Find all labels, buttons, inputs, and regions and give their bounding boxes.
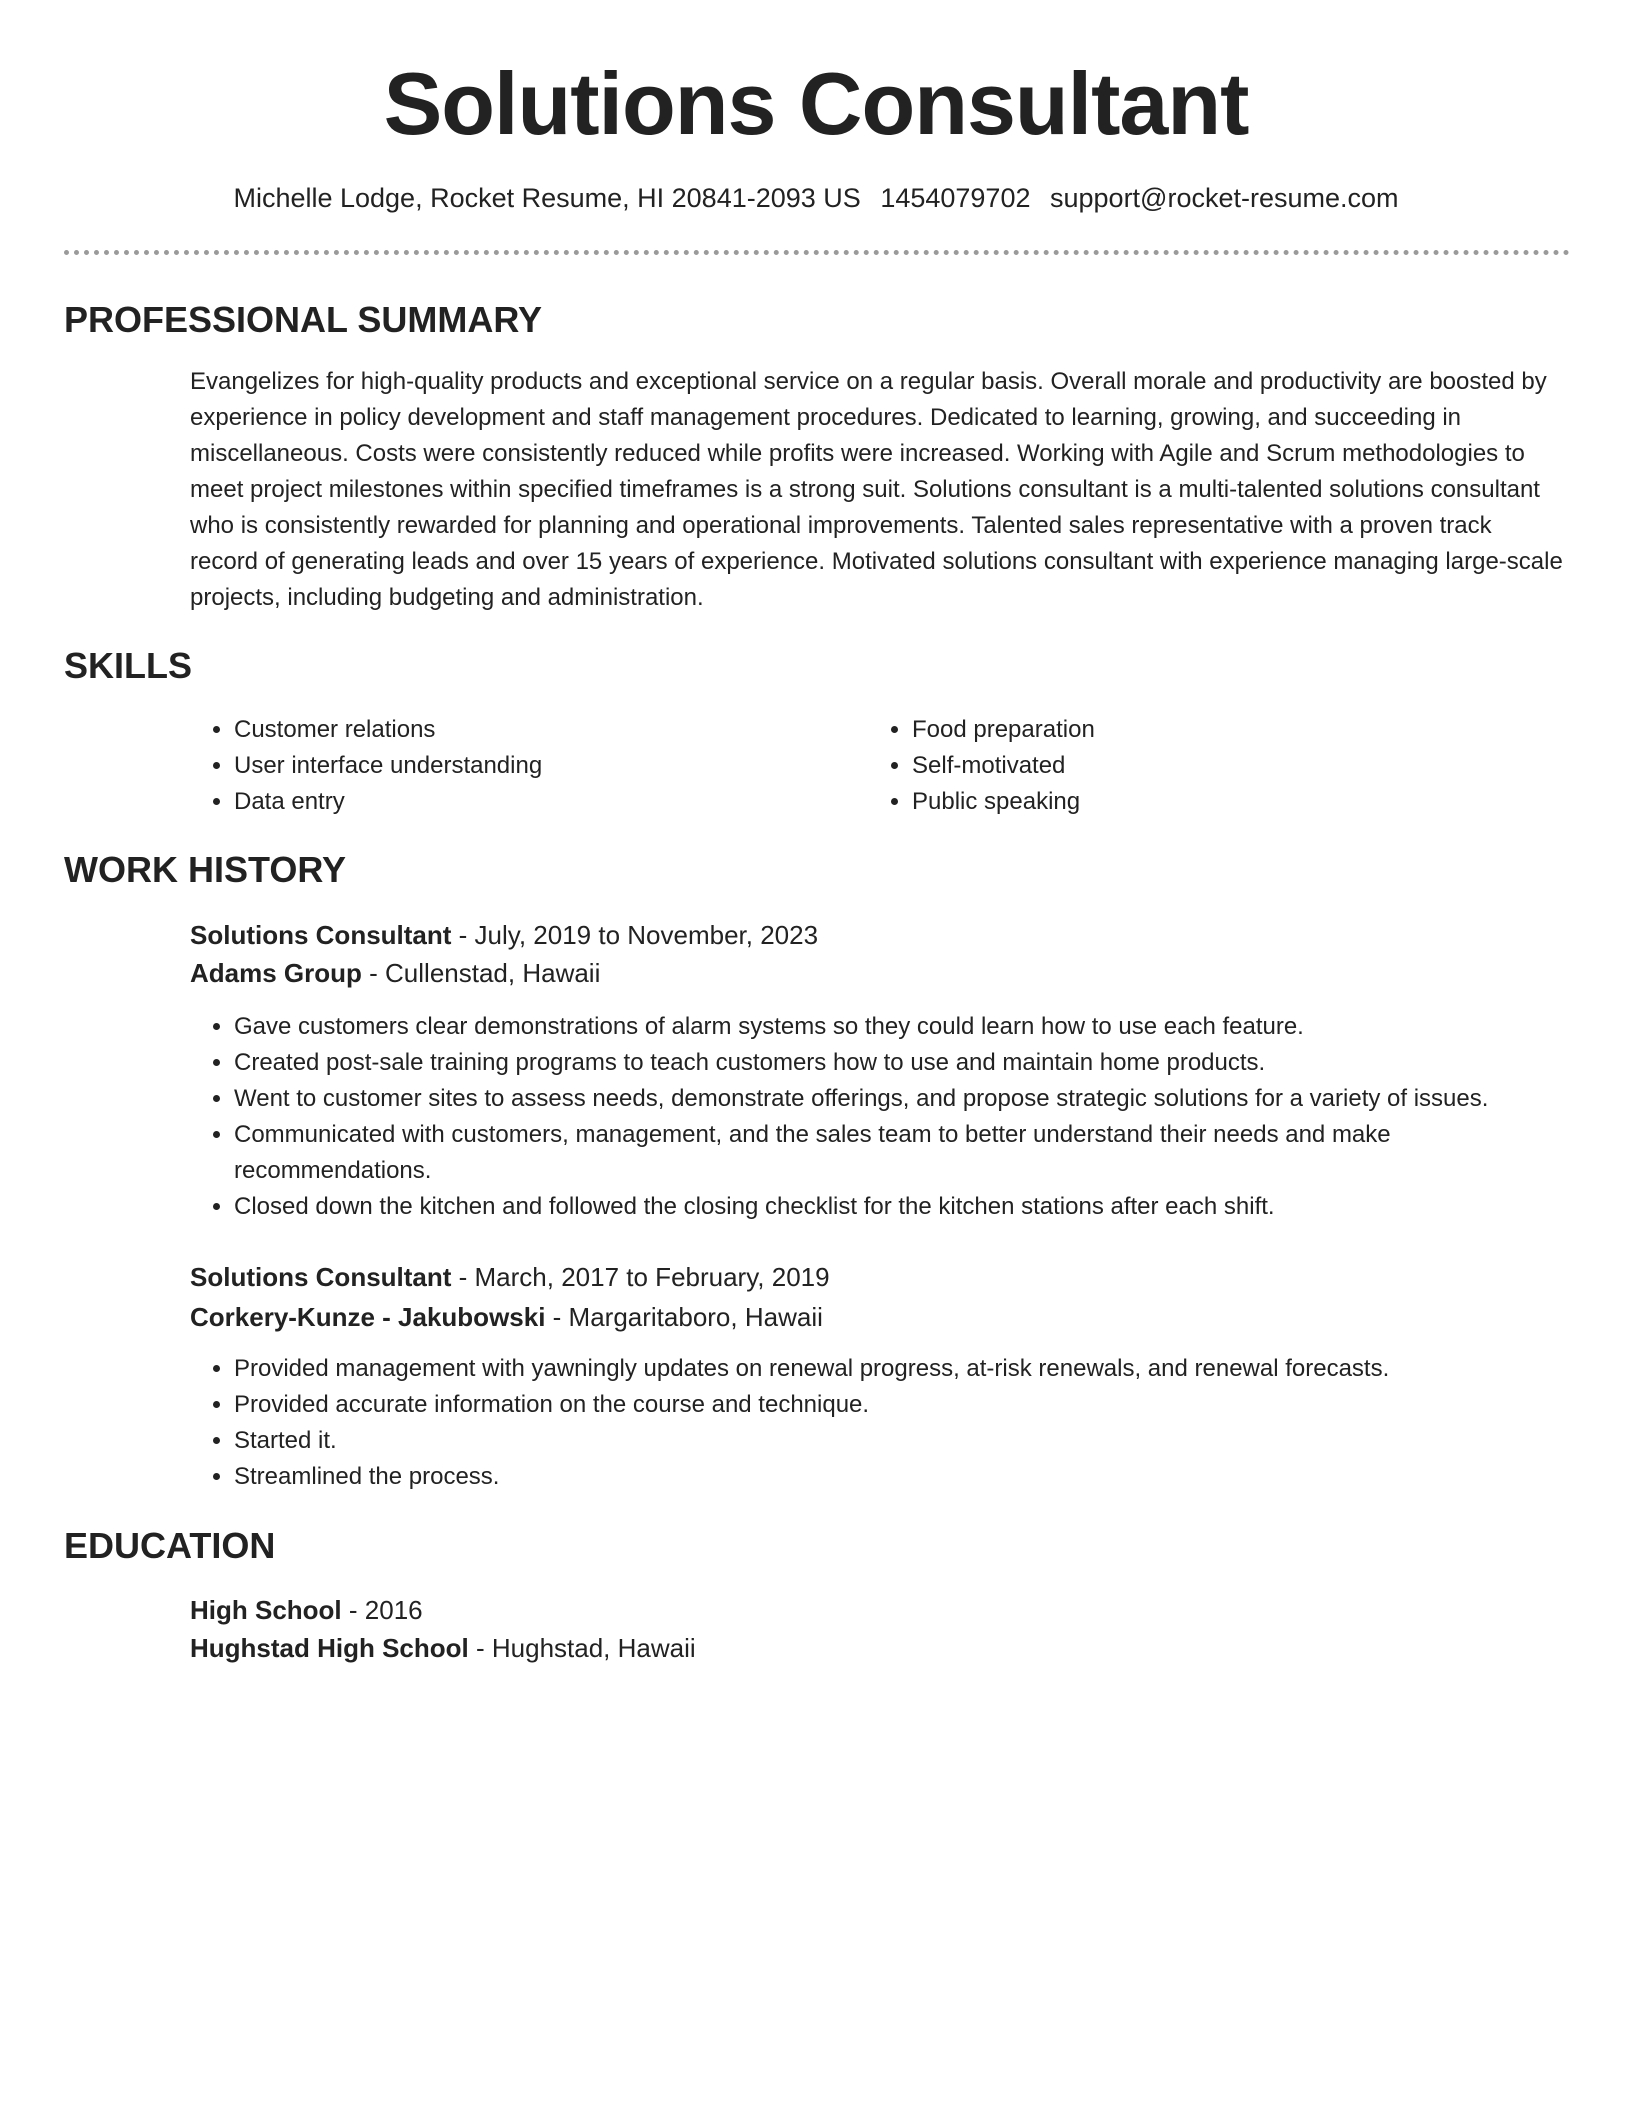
skills-right-column [868, 712, 1508, 820]
job-bullet: • Started it. [234, 1423, 1570, 1459]
job-company-line [190, 955, 600, 991]
job-bullet: • Closed down the kitchen and followed the closing checklist for the kitchen stations after each shift. [234, 1189, 1570, 1225]
header-divider [64, 250, 1570, 255]
education-year: - 2016 [341, 1595, 423, 1625]
summary-heading: PROFESSIONAL SUMMARY [64, 299, 543, 340]
job-bullets [190, 1351, 1570, 1495]
job-dates: - March, 2017 to February, 2019 [451, 1262, 830, 1292]
job-title: Solutions Consultant [190, 920, 452, 950]
skill-item: • Self-motivated [912, 748, 1508, 784]
job-bullet: • Streamlined the process. [234, 1459, 1570, 1495]
job-company: Corkery-Kunze - Jakubowski [190, 1302, 546, 1332]
skill-item: • Data entry [234, 784, 830, 820]
contact-address: Michelle Lodge, Rocket Resume, HI 20841-2093 US [233, 183, 861, 213]
job-title-line [190, 1259, 830, 1295]
education-location: - Hughstad, Hawaii [468, 1633, 696, 1663]
job-bullets [190, 1009, 1570, 1225]
skill-item: • Customer relations [234, 712, 830, 748]
job-location: - Cullenstad, Hawaii [361, 958, 601, 988]
job-company-line [190, 1299, 823, 1335]
education-school-line [190, 1630, 696, 1666]
job-title-line [190, 917, 818, 953]
job-bullet: • Provided management with yawningly updates on renewal progress, at-risk renewals, and renewal forecasts. [234, 1351, 1570, 1387]
contact-phone: 1454079702 [880, 183, 1031, 213]
summary-text: Evangelizes for high-quality products and exceptional service on a regular basis. Overall morale and productivity are boosted by experience in policy development and staff management procedures. Dedicated to learning, growing, and succeeding in miscellaneous. Costs were consistently reduced while profits were increased. Working with Agile and Scrum methodologies to meet project milestones within specified timeframes is a strong suit. Solutions consultant is a multi-talented solutions consultant who is consistently rewarded for planning and operational improvements. Talented sales representative with a proven track record of generating leads and over 15 years of experience. Motivated solutions consultant with experience managing large-scale projects, including budgeting and administration. [190, 368, 1563, 611]
education-school: Hughstad High School [190, 1633, 469, 1663]
job-dates: - July, 2019 to November, 2023 [451, 920, 819, 950]
job-title: Solutions Consultant [190, 1262, 452, 1292]
job-bullet: • Created post-sale training programs to teach customers how to use and maintain home products. [234, 1045, 1570, 1081]
work-heading: WORK HISTORY [64, 849, 347, 890]
job-bullet: • Gave customers clear demonstrations of alarm systems so they could learn how to use each feature. [234, 1009, 1570, 1045]
job-location: - Margaritaboro, Hawaii [545, 1302, 823, 1332]
skill-item: • Food preparation [912, 712, 1508, 748]
skill-item: • User interface understanding [234, 748, 830, 784]
job-bullet: • Provided accurate information on the course and technique. [234, 1387, 1570, 1423]
job-bullet: • Communicated with customers, management, and the sales team to better understand their needs and make recommendations. [234, 1117, 1570, 1189]
education-degree: High School [190, 1595, 342, 1625]
skills-left-column [190, 712, 830, 820]
contact-line [0, 180, 1632, 216]
job-company: Adams Group [190, 958, 362, 988]
job-bullet: • Went to customer sites to assess needs, demonstrate offerings, and propose strategic solutions for a variety of issues. [234, 1081, 1570, 1117]
resume-title: Solutions Consultant [383, 54, 1249, 153]
contact-email: support@rocket-resume.com [1050, 183, 1399, 213]
education-degree-line [190, 1592, 423, 1628]
skill-item: • Public speaking [912, 784, 1508, 820]
education-heading: EDUCATION [64, 1525, 276, 1566]
skills-heading: SKILLS [64, 645, 193, 686]
